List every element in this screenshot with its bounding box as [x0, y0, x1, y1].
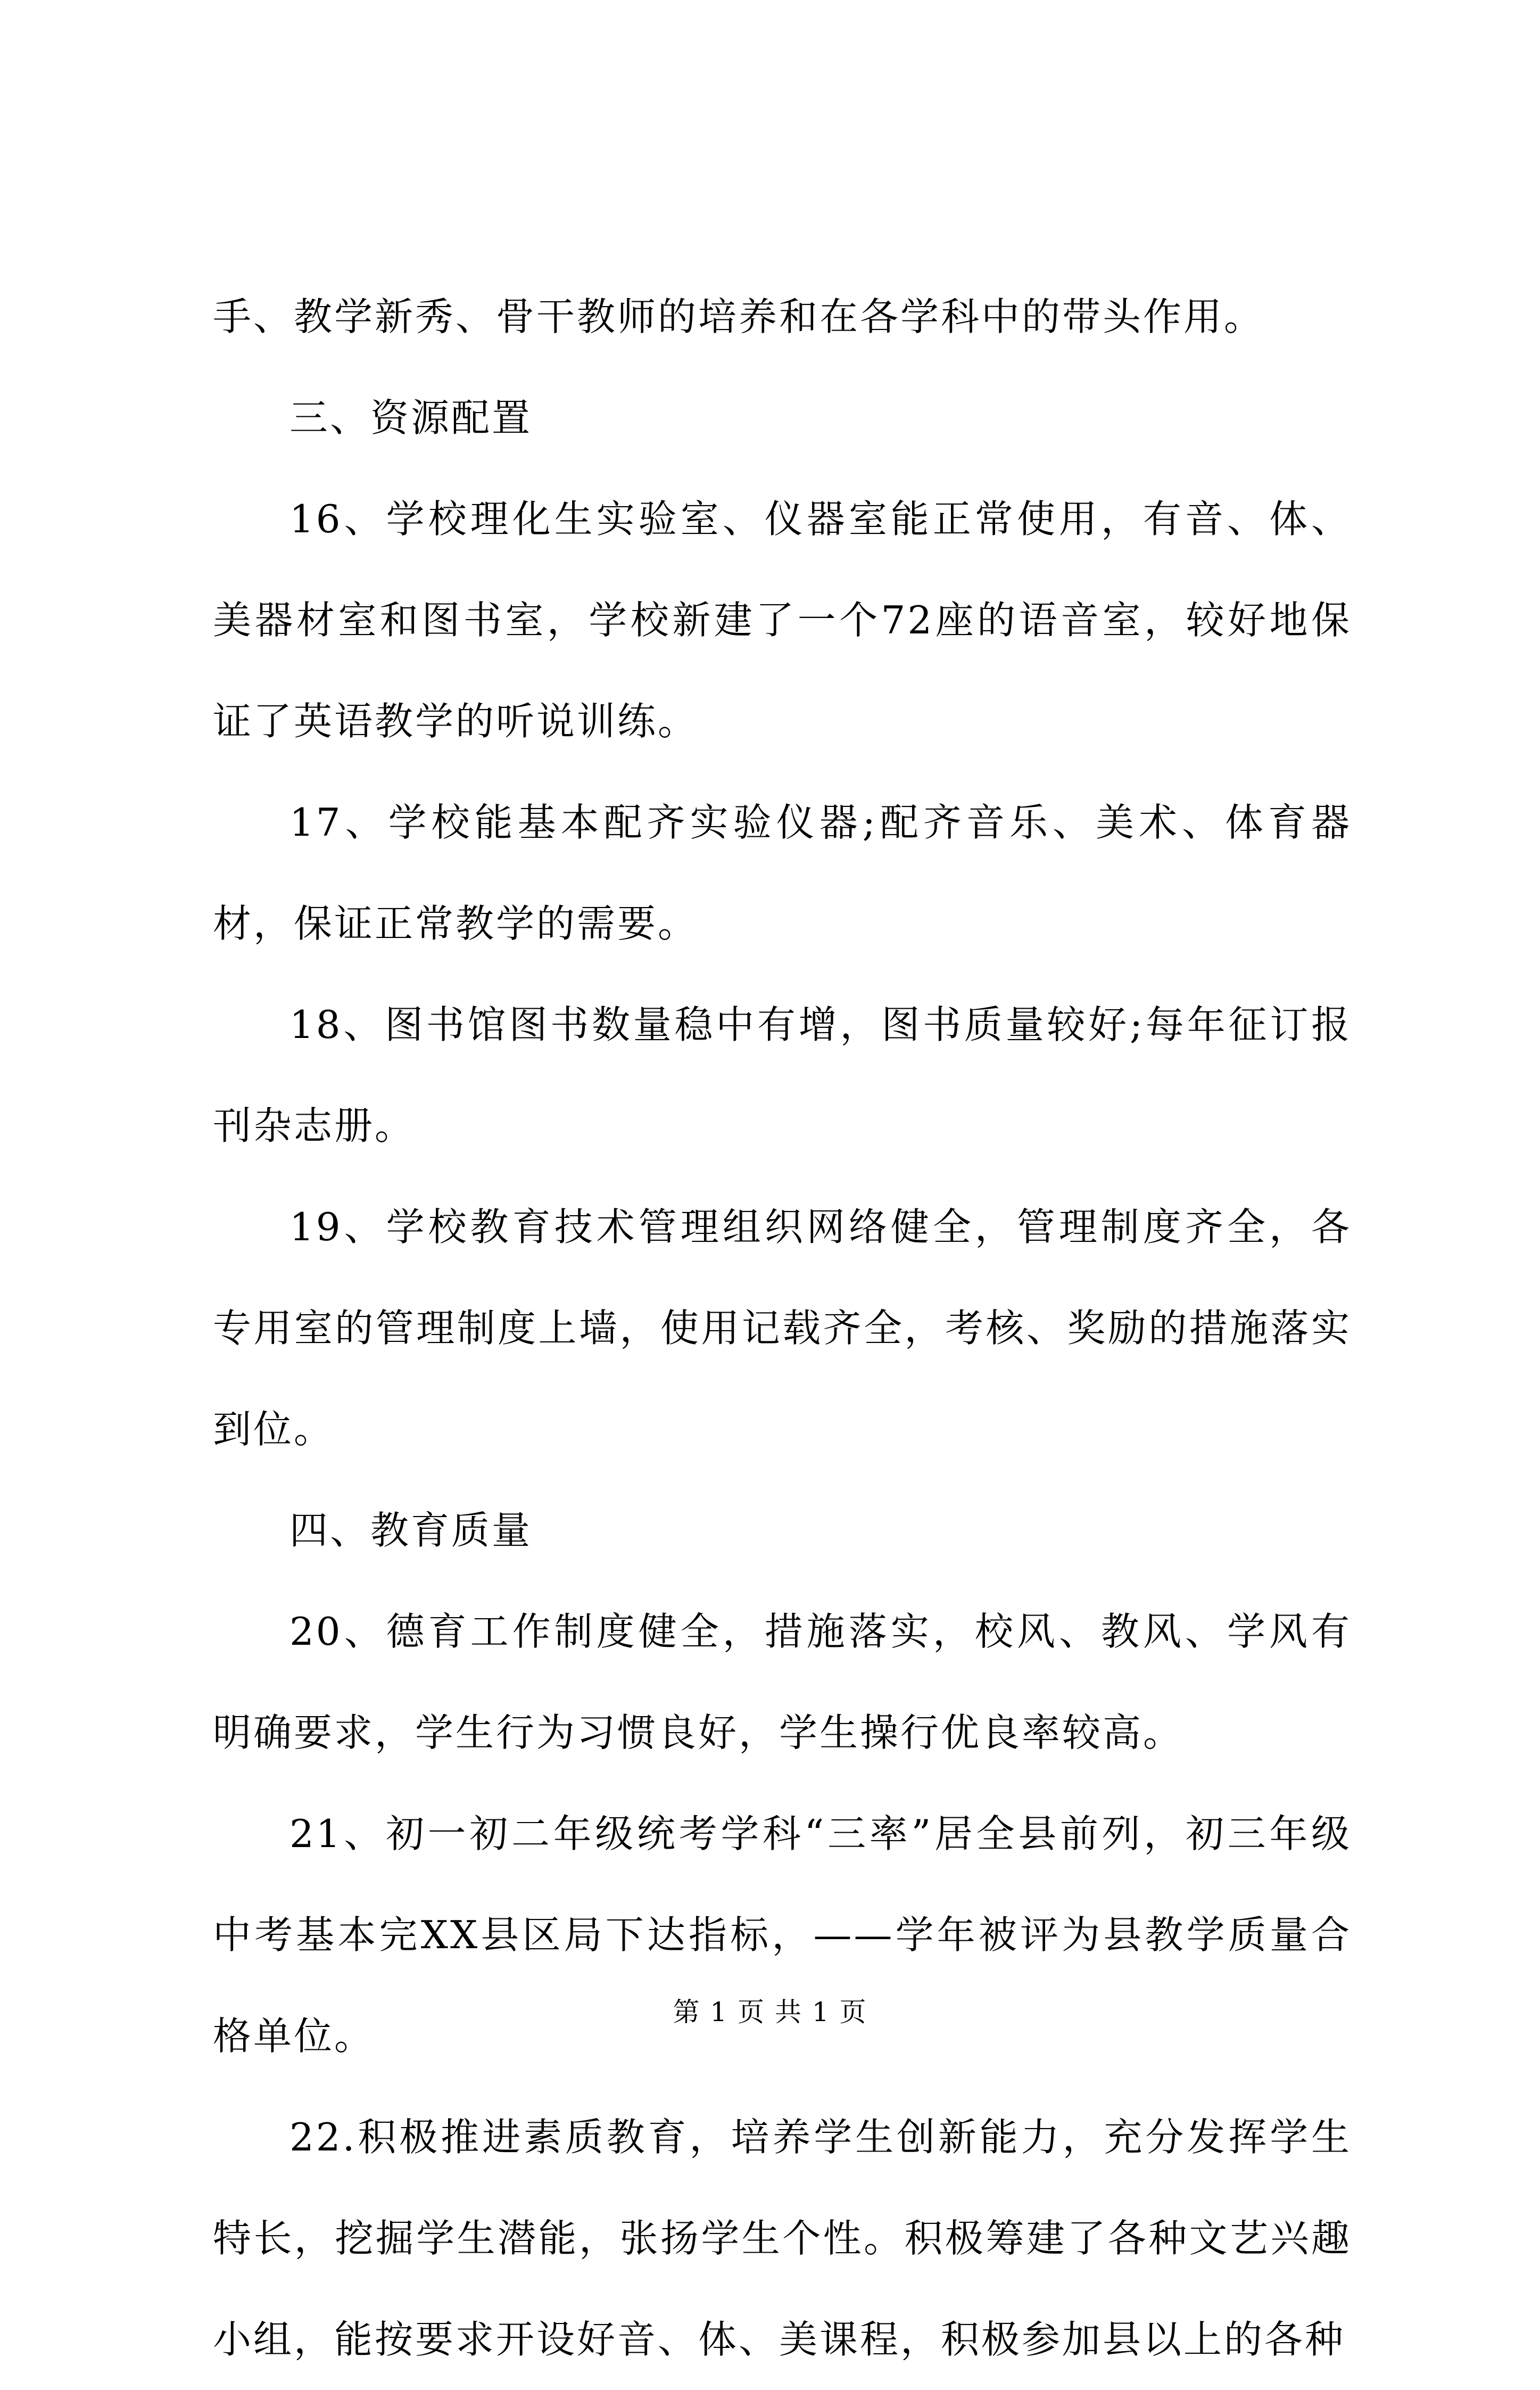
page-footer [0, 1993, 1540, 2031]
paragraph-item-18: 18、图书馆图书数量稳中有增，图书质量较好;每年征订报刊杂志册。 [213, 1002, 1352, 1148]
paragraph-item-16: 16、学校理化生实验室、仪器室能正常使用，有音、体、美器材室和图书室，学校新建了一个72座的语音室，较好地保证了英语教学的听说训练。 [213, 497, 1352, 744]
paragraph-continuation: 手、教学新秀、骨干教师的培养和在各学科中的带头作用。 [213, 294, 1265, 339]
paragraph-item-21: 21、初一初二年级统考学科“三率”居全县前列，初三年级中考基本完XX县区局下达指标，——学年被评为县教学质量合格单位。 [213, 1811, 1352, 2058]
page-number-label: 第 1 页 共 1 页 [673, 1997, 867, 2028]
paragraph-item-22: 22.积极推进素质教育，培养学生创新能力，充分发挥学生特长，挖掘学生潜能，张扬学生个性。积极筹建了各种文艺兴趣小组，能按要求开设好音、体、美课程，积极参加县以上的各种 [213, 2115, 1352, 2362]
paragraph-item-20: 20、德育工作制度健全，措施落实，校风、教风、学风有明确要求，学生行为习惯良好，学生操行优良率较高。 [213, 1609, 1352, 1755]
section-heading-quality: 四、教育质量 [289, 1508, 533, 1553]
paragraph-item-19: 19、学校教育技术管理组织网络健全，管理制度齐全，各专用室的管理制度上墙，使用记载齐全，考核、奖励的措施落实到位。 [213, 1205, 1352, 1452]
document-body [213, 266, 1352, 2390]
section-heading-resources: 三、资源配置 [289, 395, 533, 440]
paragraph-item-17: 17、学校能基本配齐实验仪器;配齐音乐、美术、体育器材，保证正常教学的需要。 [213, 800, 1352, 946]
